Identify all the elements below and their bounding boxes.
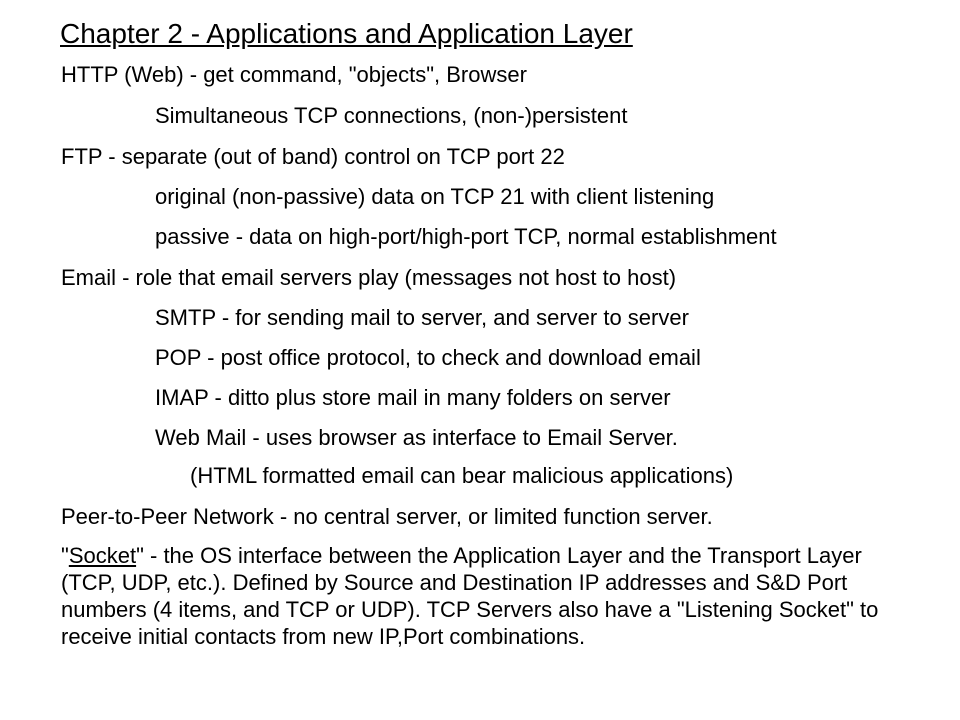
socket-open-quote: " <box>61 543 69 568</box>
bullet-email: Email - role that email servers play (messages not host to host) <box>61 265 677 290</box>
bullet-ftp: FTP - separate (out of band) control on TCP port 22 <box>61 144 565 169</box>
socket-term: Socket <box>68 543 137 568</box>
bullet-http: HTTP (Web) - get command, "objects", Browser <box>61 62 527 87</box>
socket-paragraph <box>61 542 921 650</box>
sub-bullet-imap: IMAP - ditto plus store mail in many folders on server <box>155 385 671 410</box>
sub-bullet-smtp: SMTP - for sending mail to server, and server to server <box>155 305 689 330</box>
bullet-p2p: Peer-to-Peer Network - no central server, or limited function server. <box>61 504 713 529</box>
socket-definition: " - the OS interface between the Application Layer and the Transport Layer (TCP, UDP, etc.). Defined by Source and Destination IP addresses and S&D Port numbers (4 items, and TCP or UDP). TCP Servers also have a "Listening Socket" to receive initial contacts from new IP,Port combinations. <box>61 543 879 649</box>
sub-bullet-ftp-passive: passive - data on high-port/high-port TCP, normal establishment <box>155 224 777 249</box>
sub-bullet-http-tcp: Simultaneous TCP connections, (non-)persistent <box>155 103 628 128</box>
slide-title: Chapter 2 - Applications and Application Layer <box>60 18 633 49</box>
sub-bullet-html-note: (HTML formatted email can bear malicious applications) <box>190 463 734 488</box>
sub-bullet-ftp-active: original (non-passive) data on TCP 21 with client listening <box>155 184 715 209</box>
sub-bullet-webmail: Web Mail - uses browser as interface to Email Server. <box>155 425 678 450</box>
sub-bullet-pop: POP - post office protocol, to check and download email <box>155 345 701 370</box>
